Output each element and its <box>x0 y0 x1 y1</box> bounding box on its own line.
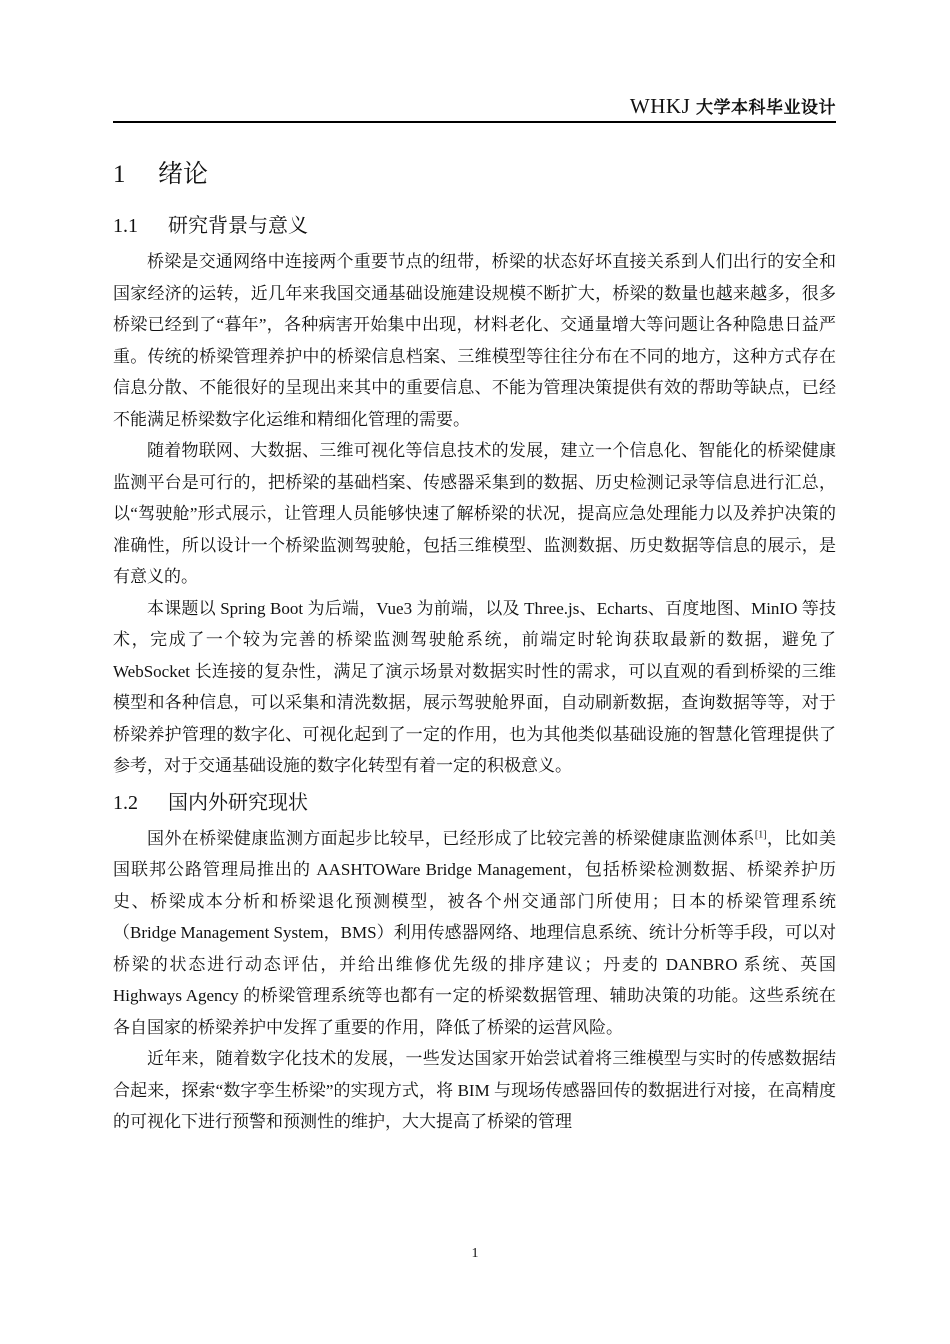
paragraph-text: 国外在桥梁健康监测方面起步比较早，已经形成了比较完善的桥梁健康监测体系 <box>147 828 755 848</box>
section-number: 1.2 <box>113 791 138 814</box>
header-prefix: WHKJ <box>629 94 696 118</box>
section-title: 研究背景与意义 <box>168 213 308 237</box>
paragraph: 随着物联网、大数据、三维可视化等信息技术的发展，建立一个信息化、智能化的桥梁健康监测平台是可行的，把桥梁的基础档案、传感器采集到的数据、历史检测记录等信息进行汇总，以“驾驶舱”形式展示，让管理人员能够快速了解桥梁的状况，提高应急处理能力以及养护决策的准确性，所以设计一个桥梁监测驾驶舱，包括三维模型、监测数据、历史数据等信息的展示，是有意义的。 <box>113 441 836 586</box>
paragraph: 桥梁是交通网络中连接两个重要节点的纽带，桥梁的状态好坏直接关系到人们出行的安全和国家经济的运转，近几年来我国交通基础设施建设规模不断扩大，桥梁的数量也越来越多，很多桥梁已经到了“暮年”，各种病害开始集中出现，材料老化、交通量增大等问题让各种隐患日益严重。传统的桥梁管理养护中的桥梁信息档案、三维模型等往往分布在不同的地方，这种方式存在信息分散、不能很好的呈现出来其中的重要信息、不能为管理决策提供有效的帮助等缺点，已经不能满足桥梁数字化运维和精细化管理的需要。 <box>113 252 836 429</box>
page-header <box>113 92 836 123</box>
chapter-heading <box>113 150 836 199</box>
section-heading <box>113 205 836 246</box>
section-number: 1.1 <box>113 215 138 237</box>
page-number: 1 <box>471 1246 479 1261</box>
section-heading <box>113 782 836 823</box>
header-title: 大学本科毕业设计 <box>696 98 836 118</box>
section-title: 国内外研究现状 <box>168 789 308 814</box>
chapter-title: 绪论 <box>158 159 209 188</box>
document-body <box>113 150 836 1138</box>
citation: [1] <box>754 828 767 840</box>
chapter-number: 1 <box>113 161 126 188</box>
paragraph: 本课题以 Spring Boot 为后端，Vue3 为前端，以及 Three.js、Echarts、百度地图、MinIO 等技术，完成了一个较为完善的桥梁监测驾驶舱系统，前端定时轮询获取最新的数据，避免了 WebSocket 长连接的复杂性，满足了演示场景对数据实时性的需求，可以直观的看到桥梁的三维模型和各种信息，可以采集和清洗数据，展示驾驶舱界面，自动刷新数据，查询数据等等，对于桥梁养护管理的数字化、可视化起到了一定的作用，也为其他类似基础设施的智慧化管理提供了参考，对于交通基础设施的数字化转型有着一定的积极意义。 <box>113 598 836 775</box>
paragraph-text: ，比如美国联邦公路管理局推出的 AASHTOWare Bridge Management，包括桥梁检测数据、桥梁养护历史、桥梁成本分析和桥梁退化预测模型，被各个州交通部门所使用；日本的桥梁管理系统（Bridge Management System，BMS）利用传感器网络、地理信息系统、统计分析等手段，可以对桥梁的状态进行动态评估，并给出维修优先级的排序建议；丹麦的 DANBRO 系统、英国 Highways Agency 的桥梁管理系统等也都有一定的桥梁数据管理、辅助决策的功能。这些系统在各自国家的桥梁养护中发挥了重要的作用，降低了桥梁的运营风险。 <box>113 828 837 1037</box>
paragraph: 近年来，随着数字化技术的发展，一些发达国家开始尝试着将三维模型与实时的传感数据结合起来，探索“数字孪生桥梁”的实现方式，将 BIM 与现场传感器回传的数据进行对接，在高精度的可视化下进行预警和预测性的维护，大大提高了桥梁的管理 <box>113 1049 836 1131</box>
paragraph <box>113 823 836 1044</box>
